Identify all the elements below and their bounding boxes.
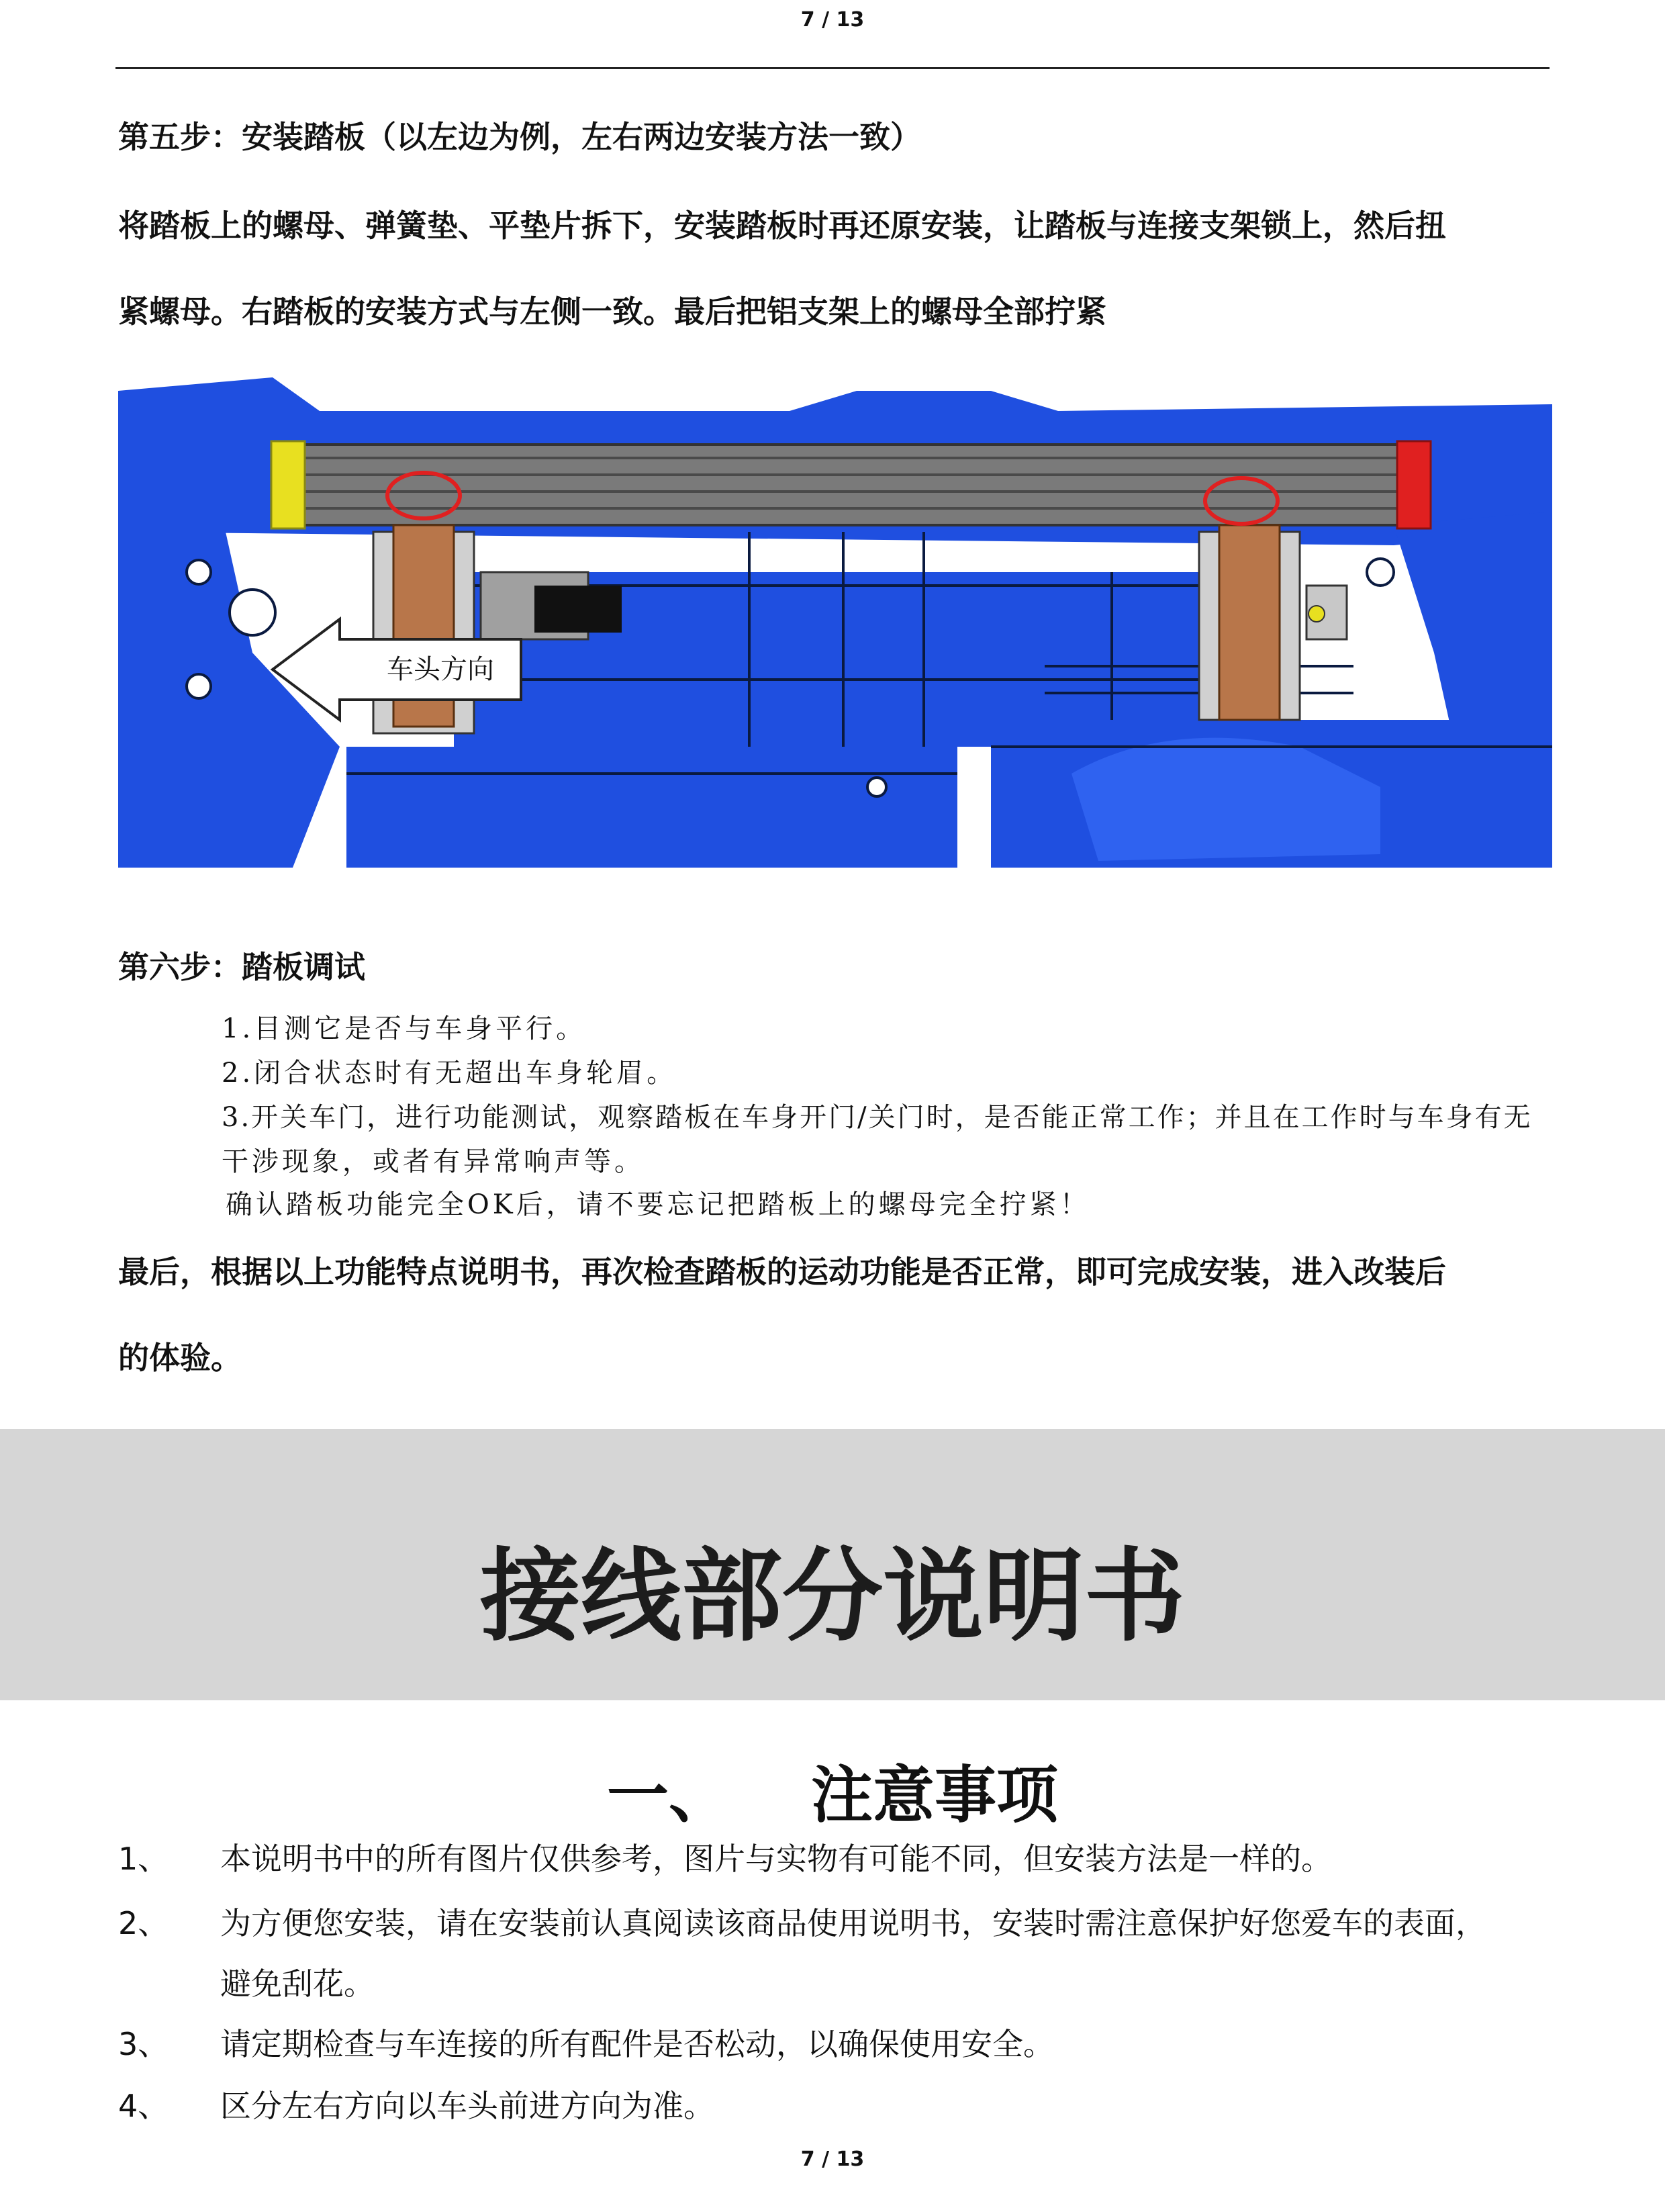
- step6-title: 第六步：踏板调试: [118, 949, 365, 985]
- installation-diagram: [118, 371, 1552, 868]
- section-number: 一、: [606, 1759, 730, 1831]
- step5-body-line-1: 将踏板上的螺母、弹簧垫、平垫片拆下，安装踏板时再还原安装，让踏板与连接支架锁上，然后扭: [118, 208, 1446, 244]
- notice-item-1-text: 本说明书中的所有图片仅供参考，图片与实物有可能不同，但安装方法是一样的。: [220, 1841, 1332, 1877]
- step6-item-1: 1.目测它是否与车身平行。: [222, 1013, 587, 1044]
- final-line-1: 最后，根据以上功能特点说明书，再次检查踏板的运动功能是否正常，即可完成安装，进入改装后: [118, 1254, 1446, 1290]
- chassis-illustration: [118, 371, 1552, 868]
- page-number-top: 7 / 13: [800, 8, 865, 32]
- section-heading: [0, 1746, 1665, 1835]
- section-title: 注意事项: [811, 1759, 1059, 1831]
- step6-item-3-cont: 干涉现象，或者有异常响声等。: [222, 1146, 645, 1177]
- notice-item-2-text: 为方便您安装，请在安装前认真阅读该商品使用说明书，安装时需注意保护好您爱车的表面，: [220, 1905, 1486, 1941]
- page-number-bottom: 7 / 13: [800, 2148, 865, 2171]
- step6-item-2: 2.闭合状态时有无超出车身轮眉。: [222, 1058, 677, 1089]
- banner-title: 接线部分说明书: [479, 1538, 1185, 1655]
- notice-item-2-number: 2、: [118, 1905, 169, 1941]
- step6-confirm: 确认踏板功能完全OK后，请不要忘记把踏板上的螺母完全拧紧！: [226, 1189, 1090, 1220]
- step5-body-line-2: 紧螺母。右踏板的安装方式与左侧一致。最后把铝支架上的螺母全部拧紧: [118, 293, 1106, 330]
- step5-title: 第五步：安装踏板（以左边为例，左右两边安装方法一致）: [118, 119, 921, 155]
- notice-item-3-text: 请定期检查与车连接的所有配件是否松动，以确保使用安全。: [220, 2026, 1054, 2062]
- step6-item-3: 3.开关车门，进行功能测试，观察踏板在车身开门/关门时，是否能正常工作；并且在工作时与车身有无: [222, 1102, 1533, 1133]
- final-line-2: 的体验。: [118, 1340, 242, 1376]
- notice-item-3-number: 3、: [118, 2026, 169, 2062]
- wiring-section-banner: [0, 1429, 1665, 1700]
- header-rule: [115, 67, 1550, 69]
- notice-item-4-text: 区分左右方向以车头前进方向为准。: [220, 2088, 714, 2124]
- direction-label: 车头方向: [387, 654, 494, 685]
- notice-item-2-text-cont: 避免刮花。: [220, 1966, 375, 2002]
- notice-item-1-number: 1、: [118, 1841, 169, 1877]
- notice-item-4-number: 4、: [118, 2088, 169, 2124]
